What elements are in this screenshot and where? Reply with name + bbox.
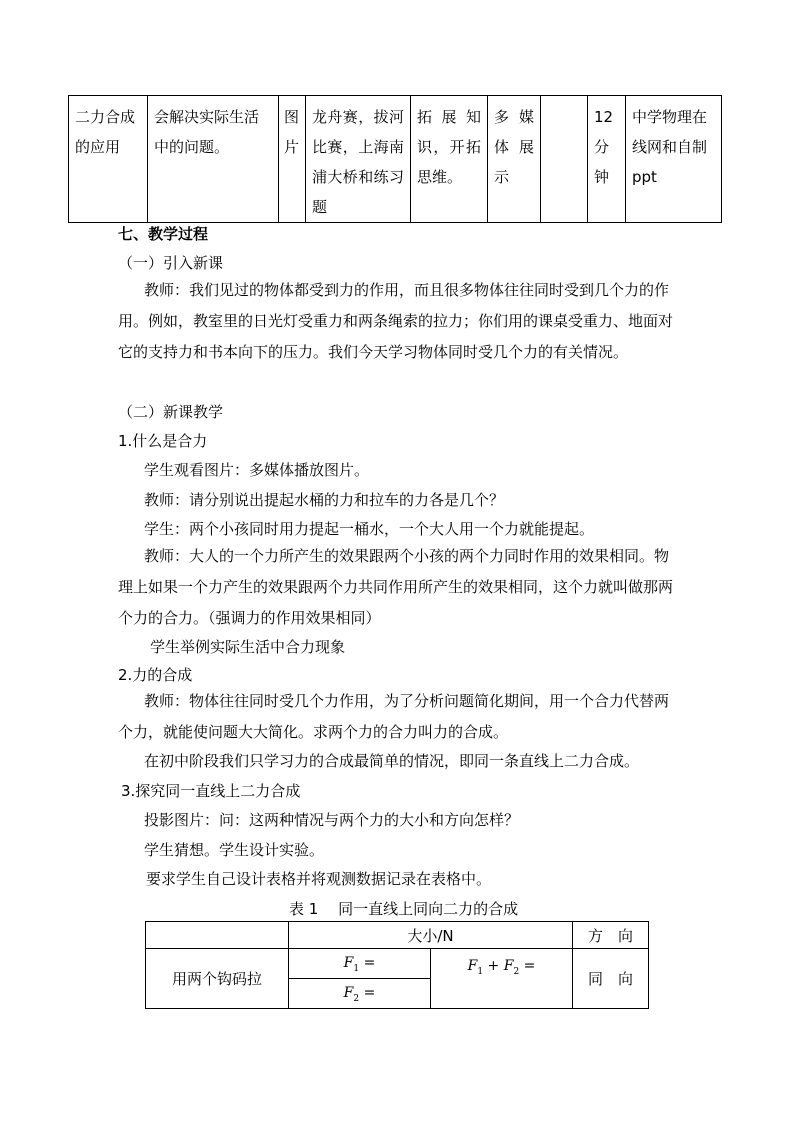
- section-heading: 七、教学过程: [118, 225, 209, 243]
- table1-row-label: 用两个钩码拉: [146, 949, 289, 1009]
- item2-line2: 在初中阶段我们只学习力的合成最简单的情况，即同一条直线上二力合成。: [144, 752, 640, 770]
- table1-f2-cell: [289, 979, 431, 1009]
- table1-caption: 表 1 同一直线上同向二力的合成: [289, 900, 519, 918]
- table1-empty-header: [146, 922, 289, 949]
- subsection-intro: （一）引入新课: [118, 254, 224, 272]
- cell-topic: 二力合成的应用: [69, 96, 148, 223]
- cell-duration: 12分钟: [588, 96, 626, 223]
- table1-f1-cell: [289, 949, 431, 979]
- course-plan-table: [68, 95, 722, 223]
- cell-method: 多媒体展示: [488, 96, 541, 223]
- table1-sum-cell: [431, 949, 573, 1009]
- item1-line2: 教师：请分别说出提起水桶的力和拉车的力各是几个？: [144, 491, 505, 509]
- table1: [145, 921, 649, 1009]
- item1-title: 1.什么是合力: [118, 432, 208, 450]
- item2-paragraph: 教师：物体往往同时受几个力作用，为了分析问题简化期间，用一个合力代替两个力，就能使问题大大简化。求两个力的合力叫力的合成。: [118, 692, 670, 741]
- f2-formula: $F_2$ =: [343, 985, 376, 1004]
- item3-line1: 投影图片：问：这两种情况与两个力的大小和方向怎样？: [144, 811, 520, 829]
- cell-content: 龙舟赛，拔河比赛，上海南浦大桥和练习题: [306, 96, 411, 223]
- fsum-formula: $F_1 + F_2$ =: [467, 958, 536, 977]
- item1-line1: 学生观看图片：多媒体播放图片。: [144, 461, 370, 479]
- table1-direction-header: 方 向: [573, 922, 649, 949]
- item3-title: 3.探究同一直线上二力合成: [121, 782, 301, 800]
- item1-line3: 学生：两个小孩同时用力提起一桶水，一个大人用一个力就能提起。: [144, 520, 595, 538]
- item2-title: 2.力的合成: [118, 666, 193, 684]
- item3-line2: 学生猜想。学生设计实验。: [144, 841, 325, 859]
- cell-purpose: 拓展知识，开拓思维。: [411, 96, 488, 223]
- item3-line3: 要求学生自己设计表格并将观测数据记录在表格中。: [146, 870, 492, 888]
- cell-media-type: 图片: [279, 96, 306, 223]
- item1-line4: 学生举例实际生活中合力现象: [150, 638, 346, 656]
- intro-paragraph: 教师：我们见过的物体都受到力的作用，而且很多物体往往同时受到几个力的作用。例如，教室里的日光灯受重力和两条绳索的拉力；你们用的课桌受重力、地面对它的支持力和书本向下的压力。我们今天学习物体同时受几个力的有关情况。: [118, 281, 674, 361]
- item1-paragraph: 教师：大人的一个力所产生的效果跟两个小孩的两个力同时作用的效果相同。物理上如果一个力产生的效果跟两个力共同作用所产生的效果相同，这个力就叫做那两个力的合力。（强调力的作用效果相同）: [118, 547, 674, 627]
- subsection-new-lesson: （二）新课教学: [118, 403, 224, 421]
- table1-direction-value: 同 向: [573, 949, 649, 1009]
- table1-size-header: 大小/N: [289, 922, 573, 949]
- cell-objective: 会解决实际生活中的问题。: [148, 96, 279, 223]
- cell-source: 中学物理在线网和自制ppt: [626, 96, 722, 223]
- cell-empty: [541, 96, 588, 223]
- f1-formula: $F_1$ =: [343, 955, 376, 974]
